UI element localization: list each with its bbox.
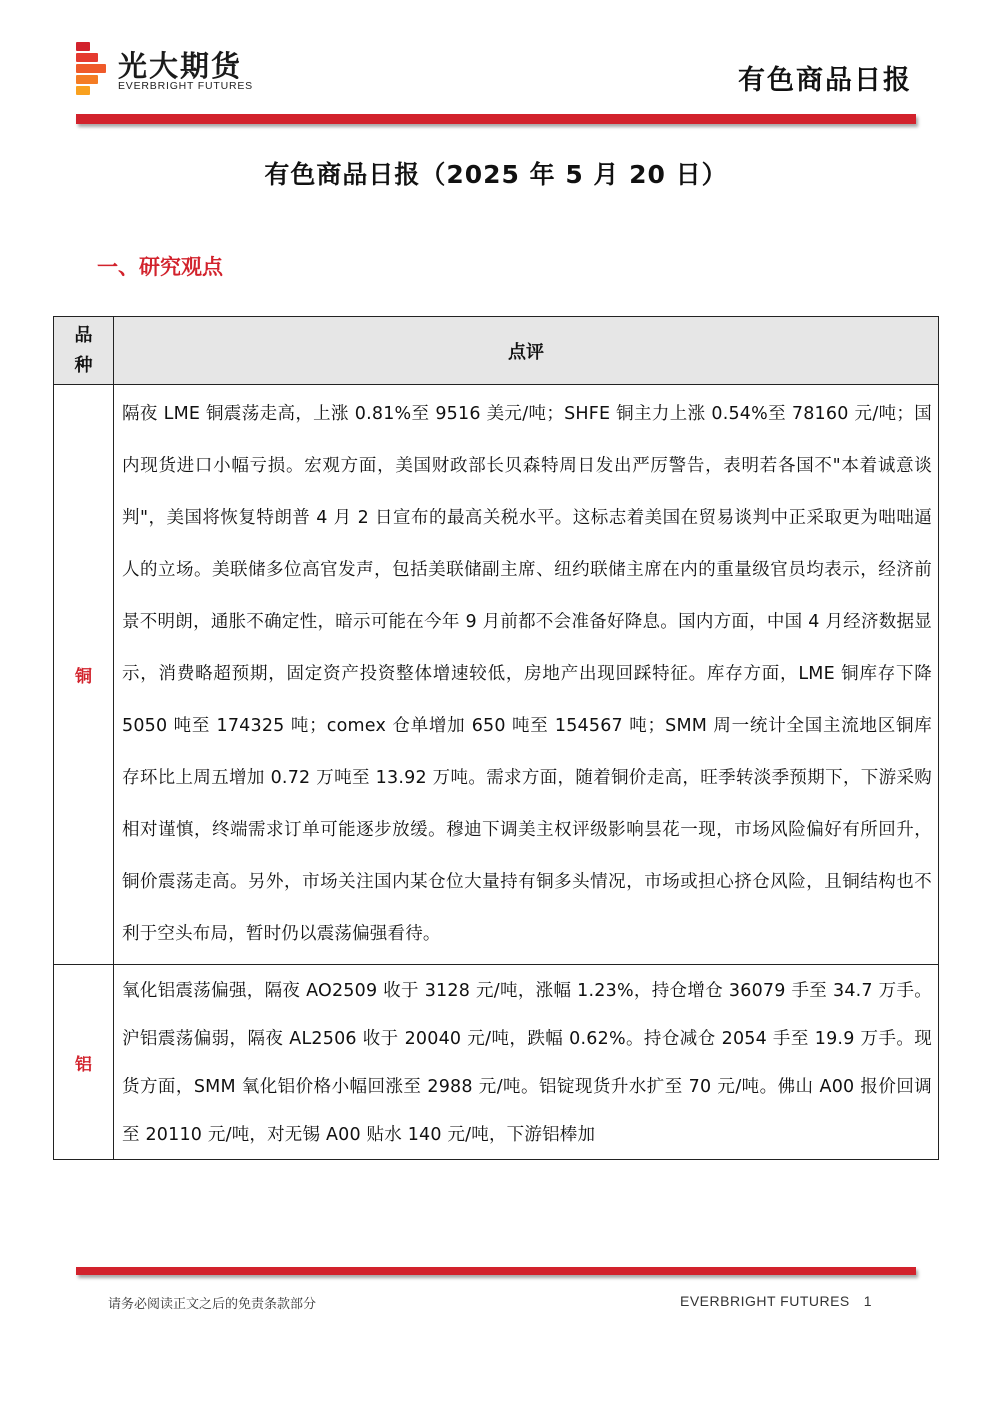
- company-logo: [76, 42, 316, 98]
- section-title: 一、研究观点: [97, 255, 223, 279]
- footer-brand: EVERBRIGHT FUTURES: [680, 1293, 850, 1309]
- report-type-label: 有色商品日报: [738, 65, 912, 96]
- disclaimer-note: 请务必阅读正文之后的免责条款部分: [108, 1297, 317, 1312]
- table-row: [54, 385, 939, 965]
- comment-cell: 氧化铝震荡偏强，隔夜 AO2509 收于 3128 元/吨，涨幅 1.23%，持仓增仓 36079 手至 34.7 万手。沪铝震荡偏弱，隔夜 AL2506 收于 20040 元/吨，跌幅 0.62%。持仓减仓 2054 手至 19.9 万手。现货方面，SMM 氧化铝价格小幅回涨至 2988 元/吨。铝锭现货升水扩至 70 元/吨。佛山 A00 报价回调至 20110 元/吨，对无锡 A00 贴水 140 元/吨，下游铝棒加: [114, 965, 939, 1160]
- variety-header-label: 品种: [74, 324, 93, 376]
- logo-mark-icon: [76, 42, 106, 96]
- logo-name-en: EVERBRIGHT FUTURES: [118, 80, 253, 92]
- logo-name-cn: 光大期货: [118, 49, 243, 83]
- footer-divider: [76, 1267, 916, 1275]
- variety-cell: 铝: [54, 965, 114, 1160]
- table-header-row: [54, 317, 939, 385]
- header-divider: [76, 114, 916, 124]
- page-number: 1: [863, 1293, 873, 1309]
- comment-cell: 隔夜 LME 铜震荡走高，上涨 0.81%至 9516 美元/吨；SHFE 铜主力上涨 0.54%至 78160 元/吨；国内现货进口小幅亏损。宏观方面，美国财政部长贝森特周日发出严厉警告，表明若各国不"本着诚意谈判"，美国将恢复特朗普 4 月 2 日宣布的最高关税水平。这标志着美国在贸易谈判中正采取更为咄咄逼人的立场。美联储多位高官发声，包括美联储副主席、纽约联储主席在内的重量级官员均表示，经济前景不明朗，通胀不确定性，暗示可能在今年 9 月前都不会准备好降息。国内方面，中国 4 月经济数据显示，消费略超预期，固定资产投资整体增速较低，房地产出现回踩特征。库存方面，LME 铜库存下降 5050 吨至 174325 吨；comex 仓单增加 650 吨至 154567 吨；SMM 周一统计全国主流地区铜库存环比上周五增加 0.72 万吨至 13.92 万吨。需求方面，随着铜价走高，旺季转淡季预期下，下游采购相对谨慎，终端需求订单可能逐步放缓。穆迪下调美主权评级影响昙花一现，市场风险偏好有所回升，铜价震荡走高。另外，市场关注国内某仓位大量持有铜多头情况，市场或担心挤仓风险，且铜结构也不利于空头布局，暂时仍以震荡偏强看待。: [114, 385, 939, 965]
- table-row: [54, 965, 939, 1160]
- footer-brand-block: [680, 1293, 872, 1309]
- variety-column-header: [54, 317, 114, 385]
- comment-column-header: 点评: [114, 317, 939, 385]
- variety-cell: 铜: [54, 385, 114, 965]
- document-title: 有色商品日报（2025 年 5 月 20 日）: [264, 160, 728, 189]
- review-table: [53, 316, 939, 1160]
